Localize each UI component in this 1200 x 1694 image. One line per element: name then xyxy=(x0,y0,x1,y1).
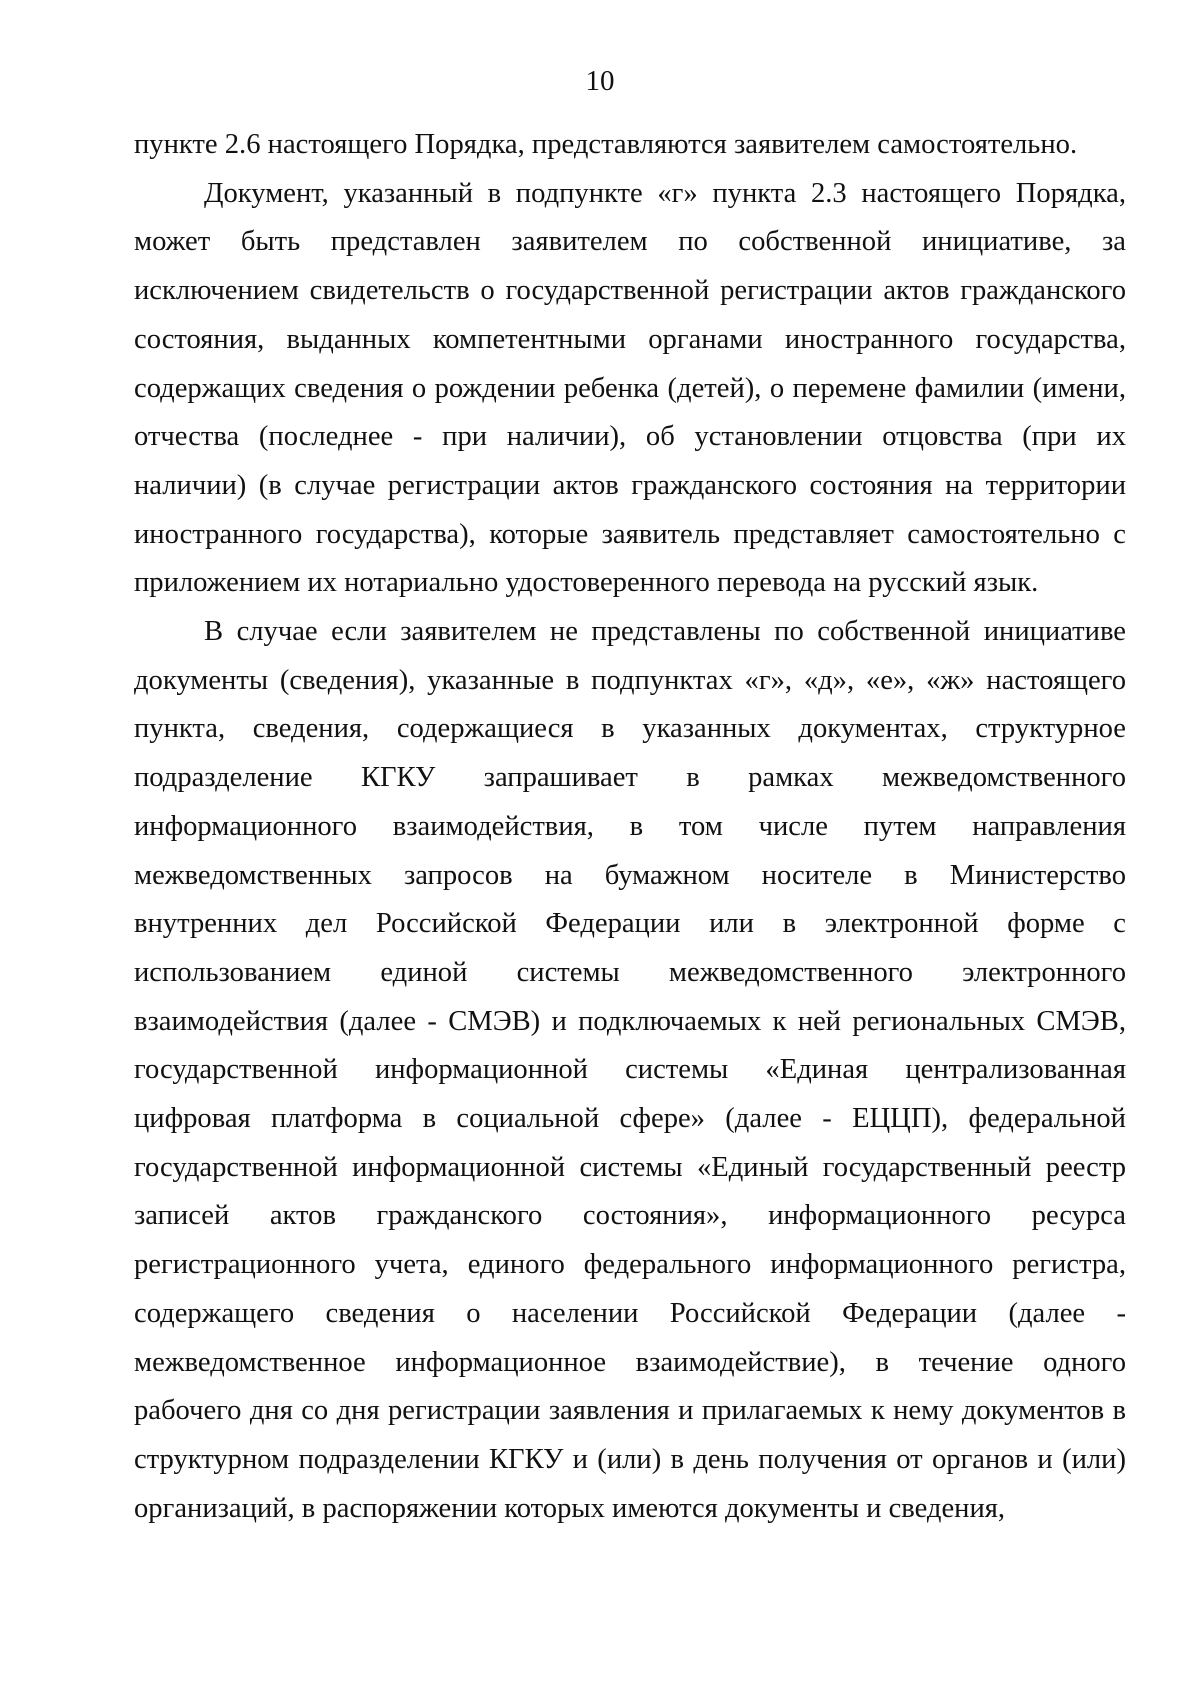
paragraph-document-initiative: Документ, указанный в подпункте «г» пункта 2.3 настоящего Порядка, может быть представлен заявителем по собственной инициативе, за исключением свидетельств о государственной регистрации актов гражданского состояния, выданных компетентными органами иностранного государства, содержащих сведения о рождении ребенка (детей), о перемене фамилии (имени, отчества (последнее - при наличии), об установлении отцовства (при их наличии) (в случае регистрации актов гражданского состояния на территории иностранного государства), которые заявитель представляет самостоятельно с приложением их нотариально удостоверенного перевода на русский язык. xyxy=(134,177,1126,599)
document-body xyxy=(134,121,1126,1533)
page-number: 10 xyxy=(585,65,615,97)
paragraph-interagency-requests: В случае если заявителем не представлены по собственной инициативе документы (сведения), указанные в подпунктах «г», «д», «е», «ж» настоящего пункта, сведения, содержащиеся в указанных документах, структурное подразделение КГКУ запрашивает в рамках межведомственного информационного взаимодействия, в том числе путем направления межведомственных запросов на бумажном носителе в Министерство внутренних дел Российской Федерации или в электронной форме с использованием единой системы межведомственного электронного взаимодействия (далее - СМЭВ) и подключаемых к ней региональных СМЭВ, государственной информационной системы «Единая централизованная цифровая платформа в социальной сфере» (далее - ЕЦЦП), федеральной государственной информационной системы «Единый государственный реестр записей актов гражданского состояния», информационного ресурса регистрационного учета, единого федерального информационного регистра, содержащего сведения о населении Российской Федерации (далее - межведомственное информационное взаимодействие), в течение одного рабочего дня со дня регистрации заявления и прилагаемых к нему документов в структурном подразделении КГКУ и (или) в день получения от органов и (или) организаций, в распоряжении которых имеются документы и сведения, xyxy=(134,616,1126,1524)
paragraph-continuation: пункте 2.6 настоящего Порядка, представляются заявителем самостоятельно. xyxy=(134,129,1078,160)
